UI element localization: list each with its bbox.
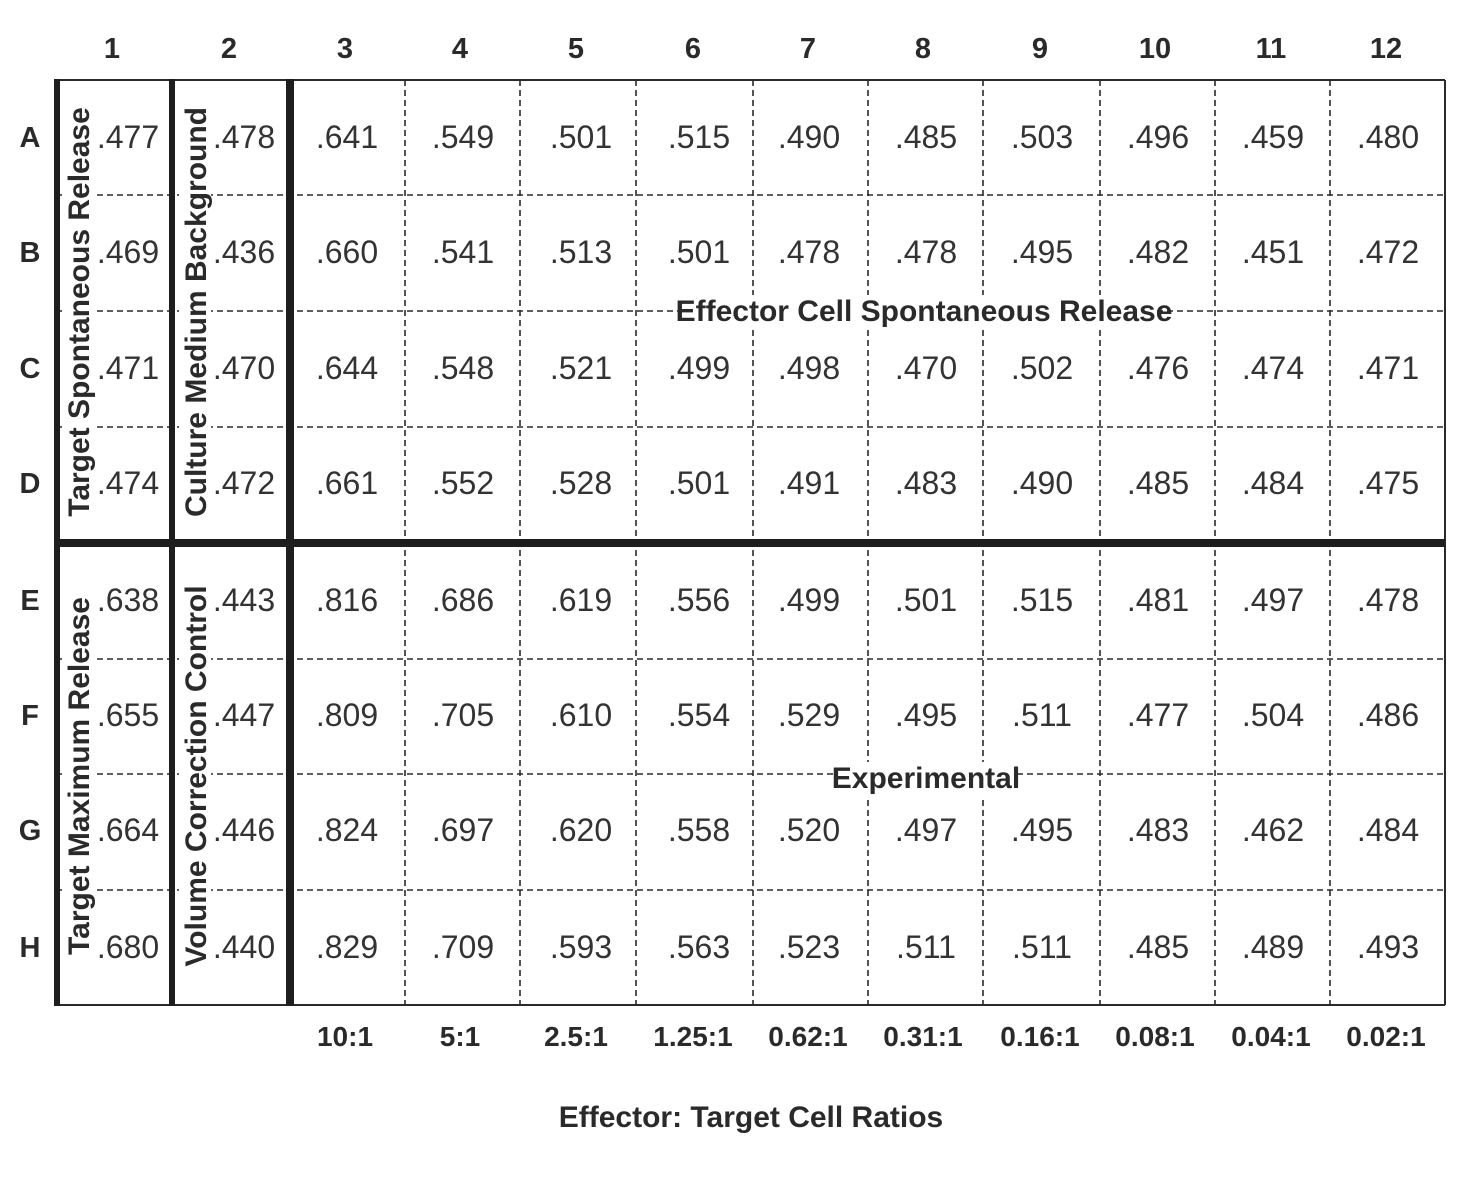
- ratio-label: 2.5:1: [544, 1021, 608, 1052]
- well-value: .443: [212, 582, 276, 618]
- row-header: A: [19, 122, 41, 154]
- column-header: 9: [1031, 33, 1049, 65]
- well-value: .477: [96, 119, 160, 155]
- culture-medium-background-label: Culture Medium Background: [180, 106, 213, 518]
- well-value: .593: [549, 929, 613, 965]
- well-value: .638: [96, 582, 160, 618]
- well-value: .482: [1126, 234, 1190, 270]
- row-header: D: [19, 468, 41, 500]
- ratio-label: 0.02:1: [1346, 1021, 1426, 1052]
- column-header: 4: [451, 33, 469, 65]
- well-value: .644: [315, 350, 379, 386]
- well-value: .499: [777, 582, 841, 618]
- ratio-label: 1.25:1: [653, 1021, 733, 1052]
- well-value: .495: [1010, 812, 1074, 848]
- column-header: 12: [1369, 33, 1403, 65]
- well-value: .515: [667, 119, 731, 155]
- column-header: 7: [799, 33, 817, 65]
- well-value: .490: [1010, 465, 1074, 501]
- effector-spontaneous-release-label: Effector Cell Spontaneous Release: [675, 295, 1173, 328]
- well-value: .478: [894, 234, 958, 270]
- well-value: .697: [431, 812, 495, 848]
- well-value: .511: [1012, 929, 1072, 965]
- well-value: .705: [431, 697, 495, 733]
- well-value: .485: [1126, 929, 1190, 965]
- well-value: .483: [894, 465, 958, 501]
- well-value: .486: [1356, 697, 1420, 733]
- grid-lines: [57, 79, 1445, 1006]
- well-value: .620: [549, 812, 613, 848]
- well-value: .485: [894, 119, 958, 155]
- well-value: .529: [777, 697, 841, 733]
- well-value: .474: [1241, 350, 1305, 386]
- well-value: .470: [212, 350, 276, 386]
- column-header: 10: [1138, 33, 1172, 65]
- well-value: .610: [549, 697, 613, 733]
- well-value: .436: [212, 234, 276, 270]
- ratio-label: 0.62:1: [768, 1021, 848, 1052]
- well-value: .558: [667, 812, 731, 848]
- well-value: .489: [1241, 929, 1305, 965]
- well-value: .661: [315, 465, 379, 501]
- volume-correction-control-label: Volume Correction Control: [180, 585, 213, 967]
- well-value: .498: [777, 350, 841, 386]
- well-value: .680: [96, 929, 160, 965]
- well-value: .447: [212, 697, 276, 733]
- well-value: .709: [431, 929, 495, 965]
- well-value: .556: [667, 582, 731, 618]
- row-header: G: [18, 815, 42, 847]
- well-value: .641: [315, 119, 379, 155]
- row-header: B: [19, 237, 41, 269]
- row-header: E: [20, 585, 40, 617]
- ratio-label: 0.04:1: [1231, 1021, 1311, 1052]
- well-value: .504: [1241, 697, 1305, 733]
- ratio-label: 10:1: [316, 1021, 374, 1052]
- well-value: .478: [212, 119, 276, 155]
- well-value: .511: [896, 929, 956, 965]
- target-spontaneous-release-label: Target Spontaneous Release: [63, 107, 96, 517]
- well-value: .480: [1356, 119, 1420, 155]
- column-header: 1: [103, 33, 121, 65]
- well-value: .511: [1012, 697, 1072, 733]
- well-value: .664: [96, 812, 160, 848]
- column-header: 11: [1255, 33, 1287, 65]
- well-value: .824: [315, 812, 379, 848]
- row-header: H: [19, 932, 41, 964]
- well-value: .497: [894, 812, 958, 848]
- column-header: 2: [220, 33, 238, 65]
- well-value: .484: [1241, 465, 1305, 501]
- well-value: .478: [777, 234, 841, 270]
- well-value: .660: [315, 234, 379, 270]
- well-value: .655: [96, 697, 160, 733]
- volume-correction-control-label-group: [179, 585, 213, 966]
- well-value: .513: [549, 234, 613, 270]
- well-value: .483: [1126, 812, 1190, 848]
- well-value: .541: [431, 234, 495, 270]
- well-value: .816: [315, 582, 379, 618]
- well-value: .501: [667, 234, 731, 270]
- well-value: .495: [1010, 234, 1074, 270]
- well-value: .472: [1356, 234, 1420, 270]
- target-spontaneous-release-label-group: [62, 107, 96, 517]
- well-value: .552: [431, 465, 495, 501]
- well-value: .548: [431, 350, 495, 386]
- target-maximum-release-label: Target Maximum Release: [63, 597, 96, 955]
- column-header: 8: [914, 33, 932, 65]
- column-header: 5: [567, 33, 585, 65]
- well-value: .501: [894, 582, 958, 618]
- well-value: .481: [1126, 582, 1190, 618]
- well-value: .501: [549, 119, 613, 155]
- well-value: .549: [431, 119, 495, 155]
- well-value: .554: [667, 697, 731, 733]
- well-value: .521: [549, 350, 613, 386]
- well-value: .459: [1241, 119, 1305, 155]
- well-value: .451: [1241, 234, 1305, 270]
- well-value: .528: [549, 465, 613, 501]
- well-value: .523: [777, 929, 841, 965]
- well-value: .485: [1126, 465, 1190, 501]
- well-value: .490: [777, 119, 841, 155]
- well-value: .809: [315, 697, 379, 733]
- well-value: .491: [777, 465, 841, 501]
- well-value: .472: [212, 465, 276, 501]
- well-value: .471: [1356, 350, 1420, 386]
- row-header: F: [21, 700, 39, 732]
- well-value: .446: [212, 812, 276, 848]
- well-value: .477: [1126, 697, 1190, 733]
- well-value: .469: [96, 234, 160, 270]
- column-header: 3: [336, 33, 354, 65]
- well-value: .470: [894, 350, 958, 386]
- target-maximum-release-label-group: [62, 597, 96, 955]
- well-value: .502: [1010, 350, 1074, 386]
- well-value: .497: [1241, 582, 1305, 618]
- well-value: .619: [549, 582, 613, 618]
- well-value: .501: [667, 465, 731, 501]
- well-value: .520: [777, 812, 841, 848]
- well-value: .686: [431, 582, 495, 618]
- culture-medium-background-label-group: [179, 107, 213, 517]
- ratio-label: 0.31:1: [883, 1021, 963, 1052]
- column-header: 6: [684, 33, 702, 65]
- well-value: .462: [1241, 812, 1305, 848]
- ratio-label: 5:1: [439, 1021, 481, 1052]
- well-value: .493: [1356, 929, 1420, 965]
- well-value: .440: [212, 929, 276, 965]
- well-value: .499: [667, 350, 731, 386]
- well-value: .496: [1126, 119, 1190, 155]
- well-value: .495: [894, 697, 958, 733]
- well-value: .829: [315, 929, 379, 965]
- well-value: .563: [667, 929, 731, 965]
- ratio-label: 0.16:1: [1000, 1021, 1080, 1052]
- well-value: .475: [1356, 465, 1420, 501]
- well-value: .484: [1356, 812, 1420, 848]
- well-value: .478: [1356, 582, 1420, 618]
- well-value: .515: [1010, 582, 1074, 618]
- experimental-label: Experimental: [831, 762, 1021, 795]
- well-value: .474: [96, 465, 160, 501]
- effector-target-ratio-title: Effector: Target Cell Ratios: [558, 1101, 944, 1134]
- well-value: .503: [1010, 119, 1074, 155]
- well-value: .476: [1126, 350, 1190, 386]
- row-header: C: [19, 353, 41, 385]
- well-value: .471: [96, 350, 160, 386]
- ratio-label: 0.08:1: [1115, 1021, 1195, 1052]
